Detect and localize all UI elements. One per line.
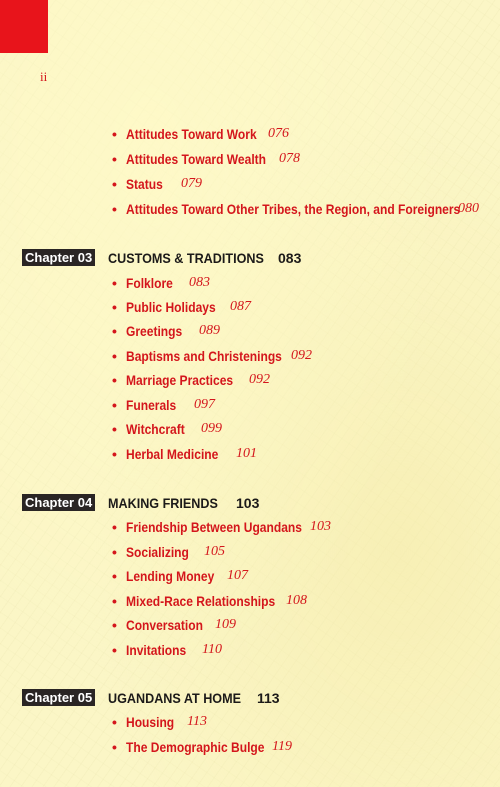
bullet-icon: • — [112, 544, 117, 560]
toc-entry[interactable] — [112, 517, 331, 537]
chapter-title: MAKING FRIENDS — [108, 495, 218, 511]
chapter-page: 113 — [257, 690, 280, 706]
chapter-heading[interactable] — [22, 688, 280, 708]
entry-page: 092 — [249, 372, 270, 387]
toc-entry[interactable] — [112, 640, 222, 660]
toc-entry[interactable] — [112, 395, 215, 415]
entry-page: 101 — [236, 446, 257, 461]
entry-label: Lending Money — [126, 568, 215, 584]
entry-label: Public Holidays — [126, 299, 216, 315]
toc-entry[interactable] — [112, 615, 236, 635]
toc-entry[interactable] — [112, 419, 222, 439]
entry-page: 109 — [215, 617, 236, 632]
entry-label: Housing — [126, 714, 175, 730]
chapter-badge: Chapter 04 — [22, 494, 95, 511]
chapter-heading[interactable] — [22, 248, 302, 268]
entry-label: Conversation — [126, 617, 203, 633]
bullet-icon: • — [112, 519, 117, 535]
entry-label: Herbal Medicine — [126, 446, 219, 462]
entry-label: Status — [126, 176, 163, 192]
entry-label: Marriage Practices — [126, 372, 234, 388]
entry-page: 089 — [199, 323, 220, 338]
entry-label: The Demographic Bulge — [126, 739, 265, 755]
entry-page: 107 — [227, 568, 248, 583]
chapter-title: CUSTOMS & TRADITIONS — [108, 250, 264, 266]
corner-tab — [0, 0, 48, 53]
entry-label: Funerals — [126, 397, 177, 413]
entry-label: Baptisms and Christenings — [126, 348, 282, 364]
toc-entry[interactable] — [112, 124, 289, 144]
entry-label: Attitudes Toward Wealth — [126, 151, 267, 167]
bullet-icon: • — [112, 151, 117, 167]
bullet-icon: • — [112, 275, 117, 291]
bullet-icon: • — [112, 642, 117, 658]
entry-page: 119 — [272, 739, 292, 754]
toc-entry[interactable] — [112, 444, 257, 464]
entry-page: 099 — [201, 421, 222, 436]
bullet-icon: • — [112, 201, 117, 217]
bullet-icon: • — [112, 593, 117, 609]
bullet-icon: • — [112, 739, 117, 755]
chapter-page: 103 — [236, 495, 260, 511]
bullet-icon: • — [112, 568, 117, 584]
chapter-title: UGANDANS AT HOME — [108, 690, 242, 706]
entry-page: 108 — [286, 593, 307, 608]
bullet-icon: • — [112, 126, 117, 142]
entry-page: 087 — [230, 299, 251, 314]
toc-entry[interactable] — [112, 297, 251, 317]
entry-page: 113 — [187, 714, 207, 729]
chapter-page: 083 — [278, 250, 302, 266]
toc-entry[interactable] — [112, 370, 270, 390]
bullet-icon: • — [112, 299, 117, 315]
bullet-icon: • — [112, 372, 117, 388]
entry-page: 105 — [204, 544, 225, 559]
toc-entry[interactable] — [112, 346, 312, 366]
chapter-heading[interactable] — [22, 493, 260, 513]
entry-page: 103 — [310, 519, 331, 534]
entry-page: 092 — [291, 348, 312, 363]
bullet-icon: • — [112, 348, 117, 364]
entry-label: Mixed-Race Relationships — [126, 593, 276, 609]
chapter-badge: Chapter 03 — [22, 249, 95, 266]
entry-page: 083 — [189, 275, 210, 290]
toc-entry[interactable] — [112, 199, 500, 219]
entry-label: Folklore — [126, 275, 173, 291]
bullet-icon: • — [112, 714, 117, 730]
entry-label: Greetings — [126, 323, 183, 339]
bullet-icon: • — [112, 323, 117, 339]
toc-entry[interactable] — [112, 566, 248, 586]
entry-label: Invitations — [126, 642, 187, 658]
toc-entry[interactable] — [112, 321, 220, 341]
toc-entry[interactable] — [112, 712, 207, 732]
bullet-icon: • — [112, 397, 117, 413]
toc-entry[interactable] — [112, 273, 210, 293]
bullet-icon: • — [112, 176, 117, 192]
bullet-icon: • — [112, 446, 117, 462]
entry-label: Friendship Between Ugandans — [126, 519, 302, 535]
chapter-badge: Chapter 05 — [22, 689, 95, 706]
entry-label: Attitudes Toward Other Tribes, the Region, and Foreigners — [126, 201, 461, 217]
entry-label: Socializing — [126, 544, 189, 560]
page-number: ii — [40, 69, 48, 84]
entry-page: 097 — [194, 397, 215, 412]
entry-page: 076 — [268, 126, 289, 141]
entry-label: Attitudes Toward Work — [126, 126, 257, 142]
bullet-icon: • — [112, 421, 117, 437]
toc-entry[interactable] — [112, 149, 300, 169]
entry-page: 079 — [181, 176, 202, 191]
entry-page: 080 — [458, 201, 479, 216]
toc-entry[interactable] — [112, 591, 307, 611]
entry-page: 078 — [279, 151, 300, 166]
toc-entry[interactable] — [112, 737, 292, 757]
toc-entry[interactable] — [112, 174, 202, 194]
entry-label: Witchcraft — [126, 421, 185, 437]
entry-page: 110 — [202, 642, 222, 657]
toc-entry[interactable] — [112, 542, 225, 562]
bullet-icon: • — [112, 617, 117, 633]
